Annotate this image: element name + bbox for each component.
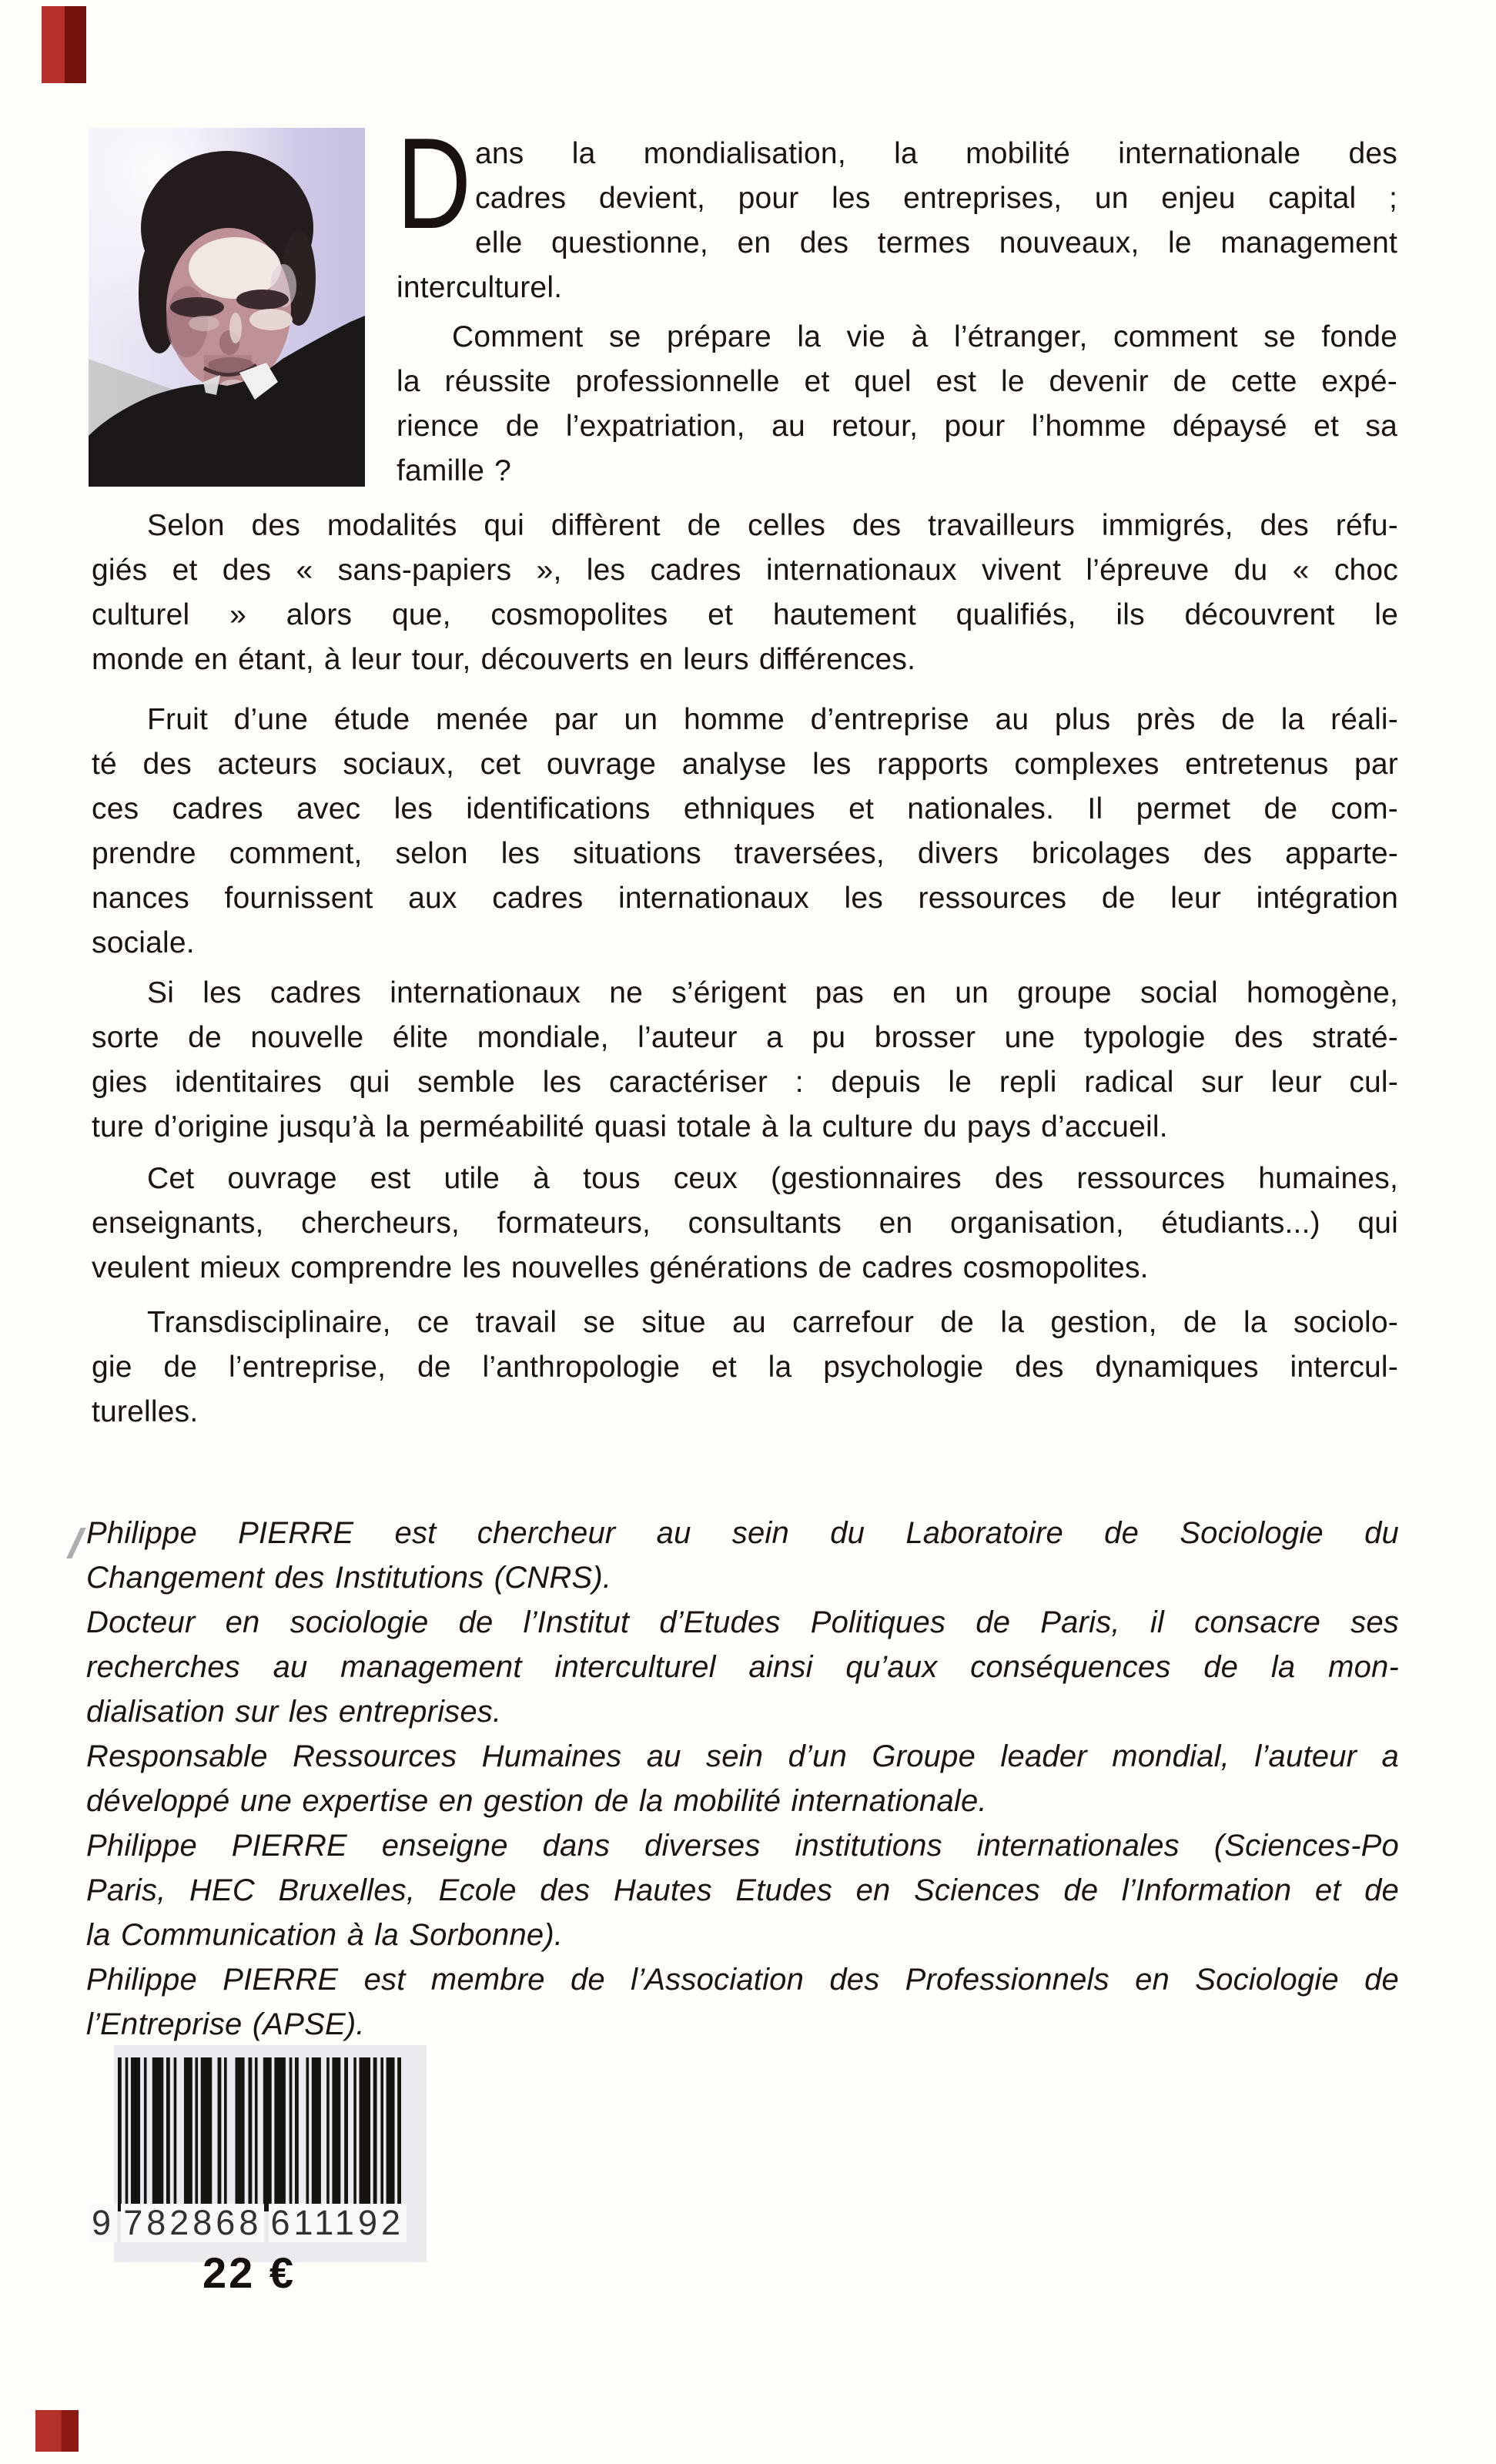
text-line: ces cadres avec les identifications ethniques et nationales. Il permet de com- xyxy=(92,792,1398,825)
text-line: dialisation sur les entreprises. xyxy=(86,1695,502,1729)
text-line: cadres devient, pour les entreprises, un enjeu capital ; xyxy=(475,182,1397,215)
text-line: Fruit d’une étude menée par un homme d’entreprise au plus près de la réali- xyxy=(147,703,1398,736)
bio-paragraph xyxy=(86,1823,1399,1957)
text-line: interculturel. xyxy=(397,271,563,304)
paragraph-cet xyxy=(92,1157,1398,1291)
paragraph-selon xyxy=(92,504,1398,682)
text-line: Philippe PIERRE enseigne dans diverses institutions internationales (Sciences-Po xyxy=(86,1829,1399,1863)
text-line: nances fournissent aux cadres internationaux les ressources de leur intégration xyxy=(92,882,1398,915)
author-photo-illustration xyxy=(89,128,365,487)
red-registration-mark-bottom xyxy=(35,2410,79,2452)
text-line: sociale. xyxy=(92,926,195,959)
intro-paragraph xyxy=(397,111,1397,310)
paragraph-fruit xyxy=(92,698,1398,966)
text-line: Selon des modalités qui diffèrent de celles des travailleurs immigrés, des réfu- xyxy=(147,509,1398,542)
text-line: Comment se prépare la vie à l’étranger, comment se fonde xyxy=(452,320,1397,353)
text-line: famille ? xyxy=(397,454,512,487)
text-line: té des acteurs sociaux, cet ouvrage analyse les rapports complexes entretenus par xyxy=(92,748,1398,781)
text-line: veulent mieux comprendre les nouvelles générations de cadres cosmopolites. xyxy=(92,1251,1149,1284)
text-line: culturel » alors que, cosmopolites et hautement qualifiés, ils découvrent le xyxy=(92,598,1398,631)
bio-paragraph xyxy=(86,1511,1399,1600)
text-line: giés et des « sans-papiers », les cadres internationaux vivent l’épreuve du « choc xyxy=(92,554,1398,587)
text-line: ture d’origine jusqu’à la perméabilité quasi totale à la culture du pays d’accueil. xyxy=(92,1110,1168,1143)
text-line: Changement des Institutions (CNRS). xyxy=(86,1561,612,1595)
pen-tick-mark xyxy=(66,1528,86,1558)
text-line: recherches au management interculturel ainsi qu’aux conséquences de la mon- xyxy=(86,1650,1399,1684)
text-line: Docteur en sociologie de l’Institut d’Etudes Politiques de Paris, il consacre ses xyxy=(86,1605,1399,1639)
paragraph-trans xyxy=(92,1301,1398,1435)
red-registration-mark-top xyxy=(42,6,86,83)
bio-paragraph xyxy=(86,1957,1399,2047)
barcode-digit-group: 782868 xyxy=(121,2204,264,2242)
price-label: 22 € xyxy=(202,2248,296,2297)
text-line: ans la mondialisation, la mobilité internationale des xyxy=(475,137,1397,170)
text-line: Transdisciplinaire, ce travail se situe au carrefour de la gestion, de la sociolo- xyxy=(147,1306,1398,1339)
text-line: prendre comment, selon les situations traversées, divers bricolages des apparte- xyxy=(92,837,1398,870)
author-bio xyxy=(86,1511,1399,2047)
text-line: développé une expertise en gestion de la mobilité internationale. xyxy=(86,1784,987,1818)
drop-cap: D xyxy=(397,111,472,256)
paragraph-si xyxy=(92,971,1398,1150)
text-line: enseignants, chercheurs, formateurs, consultants en organisation, étudiants...) qui xyxy=(92,1207,1398,1240)
text-line: rience de l’expatriation, au retour, pour l’homme dépaysé et sa xyxy=(397,410,1397,443)
barcode-digit-group: 611192 xyxy=(269,2204,407,2242)
author-photo xyxy=(89,128,365,487)
bio-paragraph xyxy=(86,1734,1399,1823)
barcode xyxy=(118,2057,401,2211)
text-line: Cet ouvrage est utile à tous ceux (gestionnaires des ressources humaines, xyxy=(147,1162,1398,1195)
bio-paragraph xyxy=(86,1600,1399,1734)
text-line: l’Entreprise (APSE). xyxy=(86,2007,365,2041)
text-line: Paris, HEC Bruxelles, Ecole des Hautes Etudes en Sciences de l’Information et de xyxy=(86,1873,1399,1907)
text-line: turelles. xyxy=(92,1395,199,1428)
text-line: la Communication à la Sorbonne). xyxy=(86,1918,564,1952)
paragraph-comment xyxy=(397,315,1397,494)
barcode-bars xyxy=(118,2057,401,2211)
text-line: elle questionne, en des termes nouveaux, le management xyxy=(475,226,1397,259)
barcode-digits xyxy=(89,2204,407,2242)
text-line: sorte de nouvelle élite mondiale, l’auteur a pu brosser une typologie des straté- xyxy=(92,1021,1398,1054)
text-line: Philippe PIERRE est membre de l’Association des Professionnels en Sociologie de xyxy=(86,1963,1399,1997)
text-line: monde en étant, à leur tour, découverts en leurs différences. xyxy=(92,643,916,676)
text-line: gies identitaires qui semble les caractériser : depuis le repli radical sur leur cul- xyxy=(92,1066,1398,1099)
text-line: Si les cadres internationaux ne s’érigent pas en un groupe social homogène, xyxy=(147,976,1398,1009)
barcode-digit-group: 9 xyxy=(89,2204,117,2242)
text-line: la réussite professionnelle et quel est le devenir de cette expé- xyxy=(397,365,1397,398)
text-line: Responsable Ressources Humaines au sein d’un Groupe leader mondial, l’auteur a xyxy=(86,1739,1399,1773)
text-line: gie de l’entreprise, de l’anthropologie et la psychologie des dynamiques intercul- xyxy=(92,1351,1398,1384)
text-line: Philippe PIERRE est chercheur au sein du Laboratoire de Sociologie du xyxy=(86,1516,1399,1550)
